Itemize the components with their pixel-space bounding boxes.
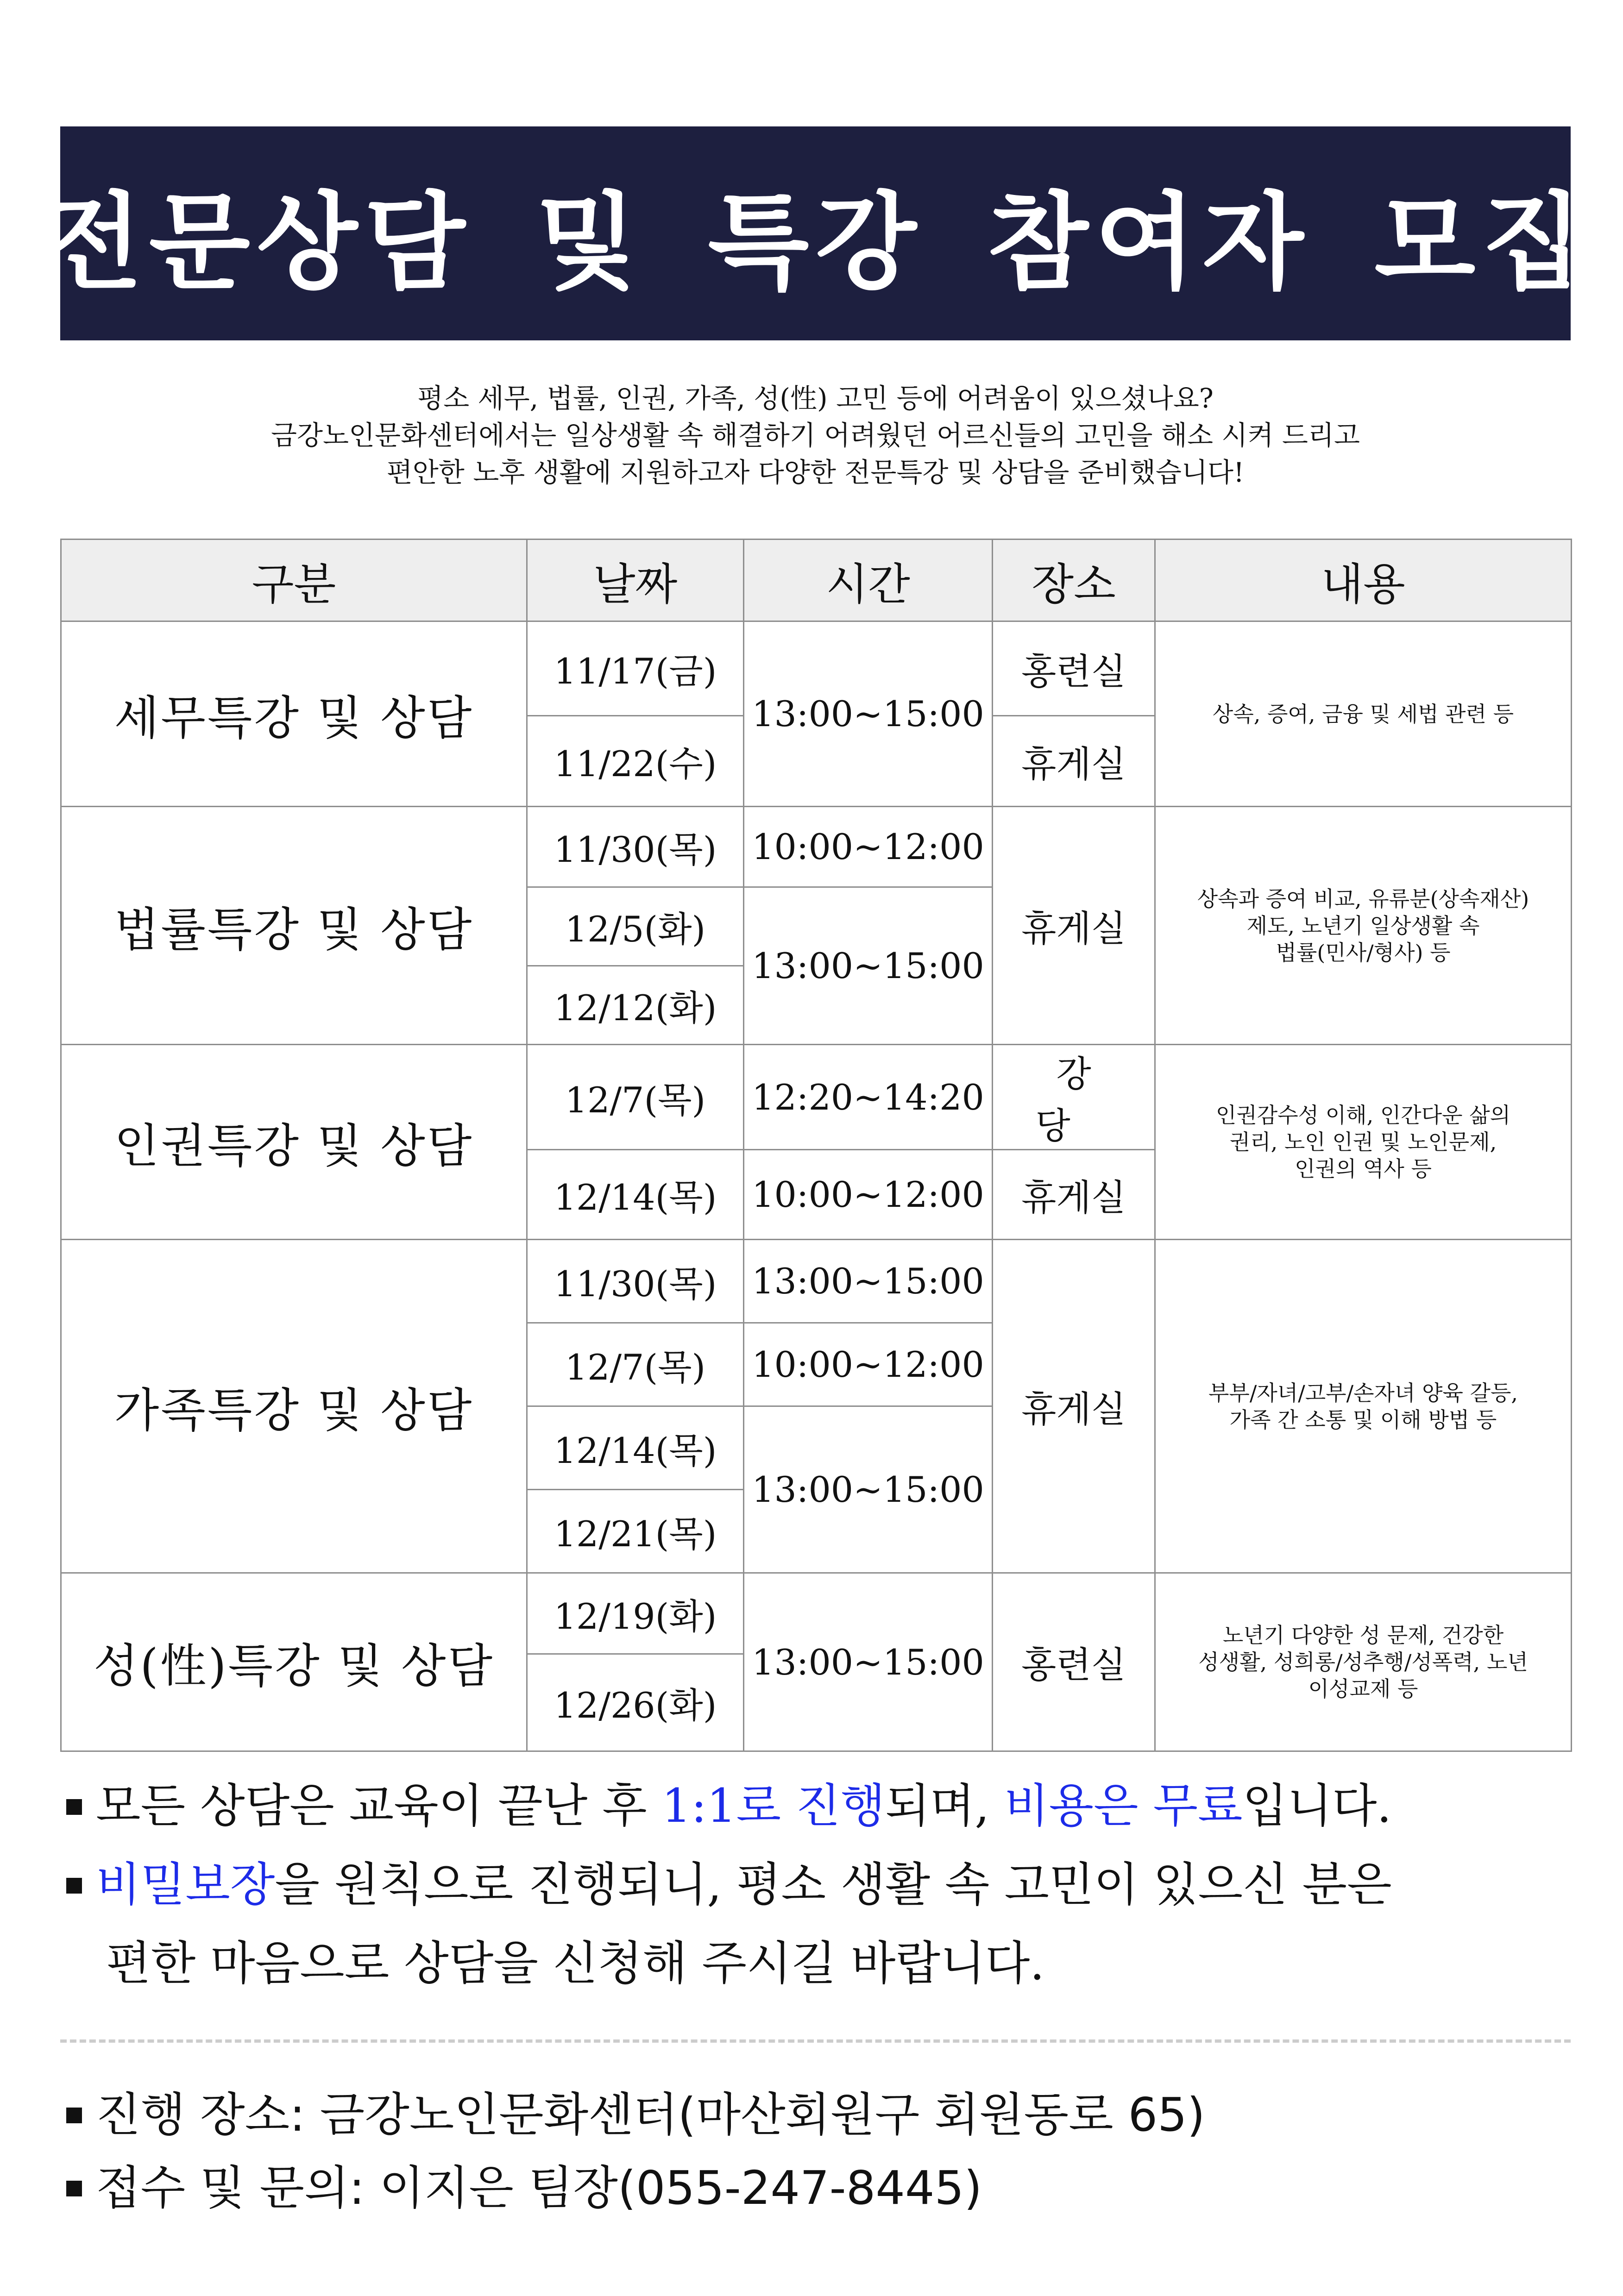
notice-highlight: 1:1로 진행	[661, 1779, 886, 1833]
date-cell: 12/7(목)	[527, 1045, 744, 1150]
place-cell: 홍련실	[993, 621, 1155, 716]
content-line: 노년기 다양한 성 문제, 건강한	[1222, 1623, 1504, 1648]
header-time: 시간	[744, 539, 993, 621]
bullet-square-icon	[66, 2108, 82, 2123]
header-content: 내용	[1155, 539, 1572, 621]
time-cell: 10:00~12:00	[744, 807, 993, 887]
table-row	[61, 807, 1572, 887]
schedule-table	[60, 539, 1572, 1752]
time-cell: 13:00~15:00	[744, 621, 993, 807]
date-cell: 12/12(화)	[527, 966, 744, 1045]
date-cell: 11/17(금)	[527, 621, 744, 716]
date-cell: 12/26(화)	[527, 1654, 744, 1751]
bullet-square-icon	[66, 2181, 82, 2196]
notice-text: 되며,	[885, 1779, 1004, 1833]
content-line: 이성교제 등	[1308, 1676, 1418, 1701]
notice-text: 을 원칙으로 진행되니, 평소 생활 속 고민이 있으신 분은	[275, 1857, 1392, 1912]
bullet-square-icon	[66, 1799, 82, 1815]
date-cell: 12/19(화)	[527, 1573, 744, 1654]
place-cell: 휴게실	[993, 1150, 1155, 1240]
date-cell: 12/21(목)	[527, 1490, 744, 1573]
content-line: 제도, 노년기 일상생활 속	[1246, 913, 1480, 938]
notice-bullets	[66, 1767, 1392, 2003]
date-cell: 12/14(목)	[527, 1150, 744, 1240]
content-cell	[1155, 621, 1572, 807]
time-cell: 10:00~12:00	[744, 1323, 993, 1406]
content-cell	[1155, 807, 1572, 1045]
content-line: 상속, 증여, 금융 및 세법 관련 등	[1212, 701, 1514, 727]
intro-line: 편안한 노후 생활에 지원하고자 다양한 전문특강 및 상담을 준비했습니다!	[386, 457, 1245, 488]
time-cell: 12:20~14:20	[744, 1045, 993, 1150]
time-cell: 13:00~15:00	[744, 1573, 993, 1751]
info-contact-line	[66, 2152, 1205, 2225]
date-cell: 11/30(목)	[527, 1240, 744, 1323]
table-row	[61, 621, 1572, 716]
content-line: 성생활, 성희롱/성추행/성폭력, 노년	[1198, 1650, 1528, 1675]
date-cell: 11/22(수)	[527, 716, 744, 807]
content-line: 인권감수성 이해, 인간다운 삶의	[1215, 1103, 1511, 1128]
time-cell: 13:00~15:00	[744, 1406, 993, 1573]
place-cell: 휴게실	[993, 716, 1155, 807]
intro-text	[60, 380, 1571, 491]
title-banner	[41, 126, 1590, 340]
place-cell: 휴게실	[993, 807, 1155, 1045]
category-cell: 법률특강 및 상담	[61, 807, 527, 1045]
info-place-line	[66, 2078, 1205, 2152]
info-place: 진행 장소: 금강노인문화센터(마산회원구 회원동로 65)	[96, 2088, 1205, 2142]
info-block	[66, 2078, 1205, 2225]
date-cell: 12/14(목)	[527, 1406, 744, 1490]
content-line: 법률(민사/형사) 등	[1276, 940, 1451, 965]
time-cell: 13:00~15:00	[744, 887, 993, 1045]
content-cell	[1155, 1573, 1572, 1751]
intro-line: 금강노인문화센터에서는 일상생활 속 해결하기 어려웠던 어르신들의 고민을 해소 시켜 드리고	[270, 420, 1360, 451]
content-line: 부부/자녀/고부/손자녀 양육 갈등,	[1208, 1380, 1518, 1405]
notice-highlight: 비밀보장	[96, 1857, 275, 1912]
content-line: 인권의 역사 등	[1295, 1156, 1432, 1181]
time-cell: 10:00~12:00	[744, 1150, 993, 1240]
notice-line-continued: 편한 마음으로 상담을 신청해 주시길 바랍니다.	[106, 1936, 1045, 1990]
table-row	[61, 1240, 1572, 1323]
content-line: 권리, 노인 인권 및 노인문제,	[1229, 1129, 1497, 1154]
category-cell: 성(性)특강 및 상담	[61, 1573, 527, 1751]
header-category: 구분	[61, 539, 527, 621]
category-cell: 세무특강 및 상담	[61, 621, 527, 807]
dashed-divider	[60, 2039, 1571, 2043]
place-cell: 홍련실	[993, 1573, 1155, 1751]
header-date: 날짜	[527, 539, 744, 621]
notice-line-privacy	[66, 1845, 1392, 1924]
category-cell: 가족특강 및 상담	[61, 1240, 527, 1573]
place-cell: 휴게실	[993, 1240, 1155, 1573]
header-place: 장소	[993, 539, 1155, 621]
bullet-square-icon	[66, 1878, 82, 1894]
table-row	[61, 1045, 1572, 1150]
notice-line-free	[66, 1767, 1392, 1845]
time-cell: 13:00~15:00	[744, 1240, 993, 1323]
content-line: 가족 간 소통 및 이해 방법 등	[1229, 1407, 1497, 1432]
table-header-row	[61, 539, 1572, 621]
intro-line: 평소 세무, 법률, 인권, 가족, 성(性) 고민 등에 어려움이 있으셨나요?	[417, 383, 1214, 414]
content-cell	[1155, 1240, 1572, 1573]
date-cell: 12/5(화)	[527, 887, 744, 966]
notice-highlight: 비용은 무료	[1004, 1779, 1243, 1833]
date-cell: 11/30(목)	[527, 807, 744, 887]
date-cell: 12/7(목)	[527, 1323, 744, 1406]
table-row	[61, 1573, 1572, 1654]
category-cell: 인권특강 및 상담	[61, 1045, 527, 1240]
notice-text: 모든 상담은 교육이 끝난 후	[96, 1779, 662, 1833]
info-contact: 접수 및 문의: 이지은 팀장(055-247-8445)	[96, 2161, 982, 2215]
place-cell: 강당	[993, 1045, 1155, 1150]
content-line: 상속과 증여 비교, 유류분(상속재산)	[1197, 886, 1529, 911]
page-title: 전문상담 및 특강 참여자 모집	[41, 182, 1590, 304]
content-cell	[1155, 1045, 1572, 1240]
notice-text: 입니다.	[1242, 1779, 1392, 1833]
